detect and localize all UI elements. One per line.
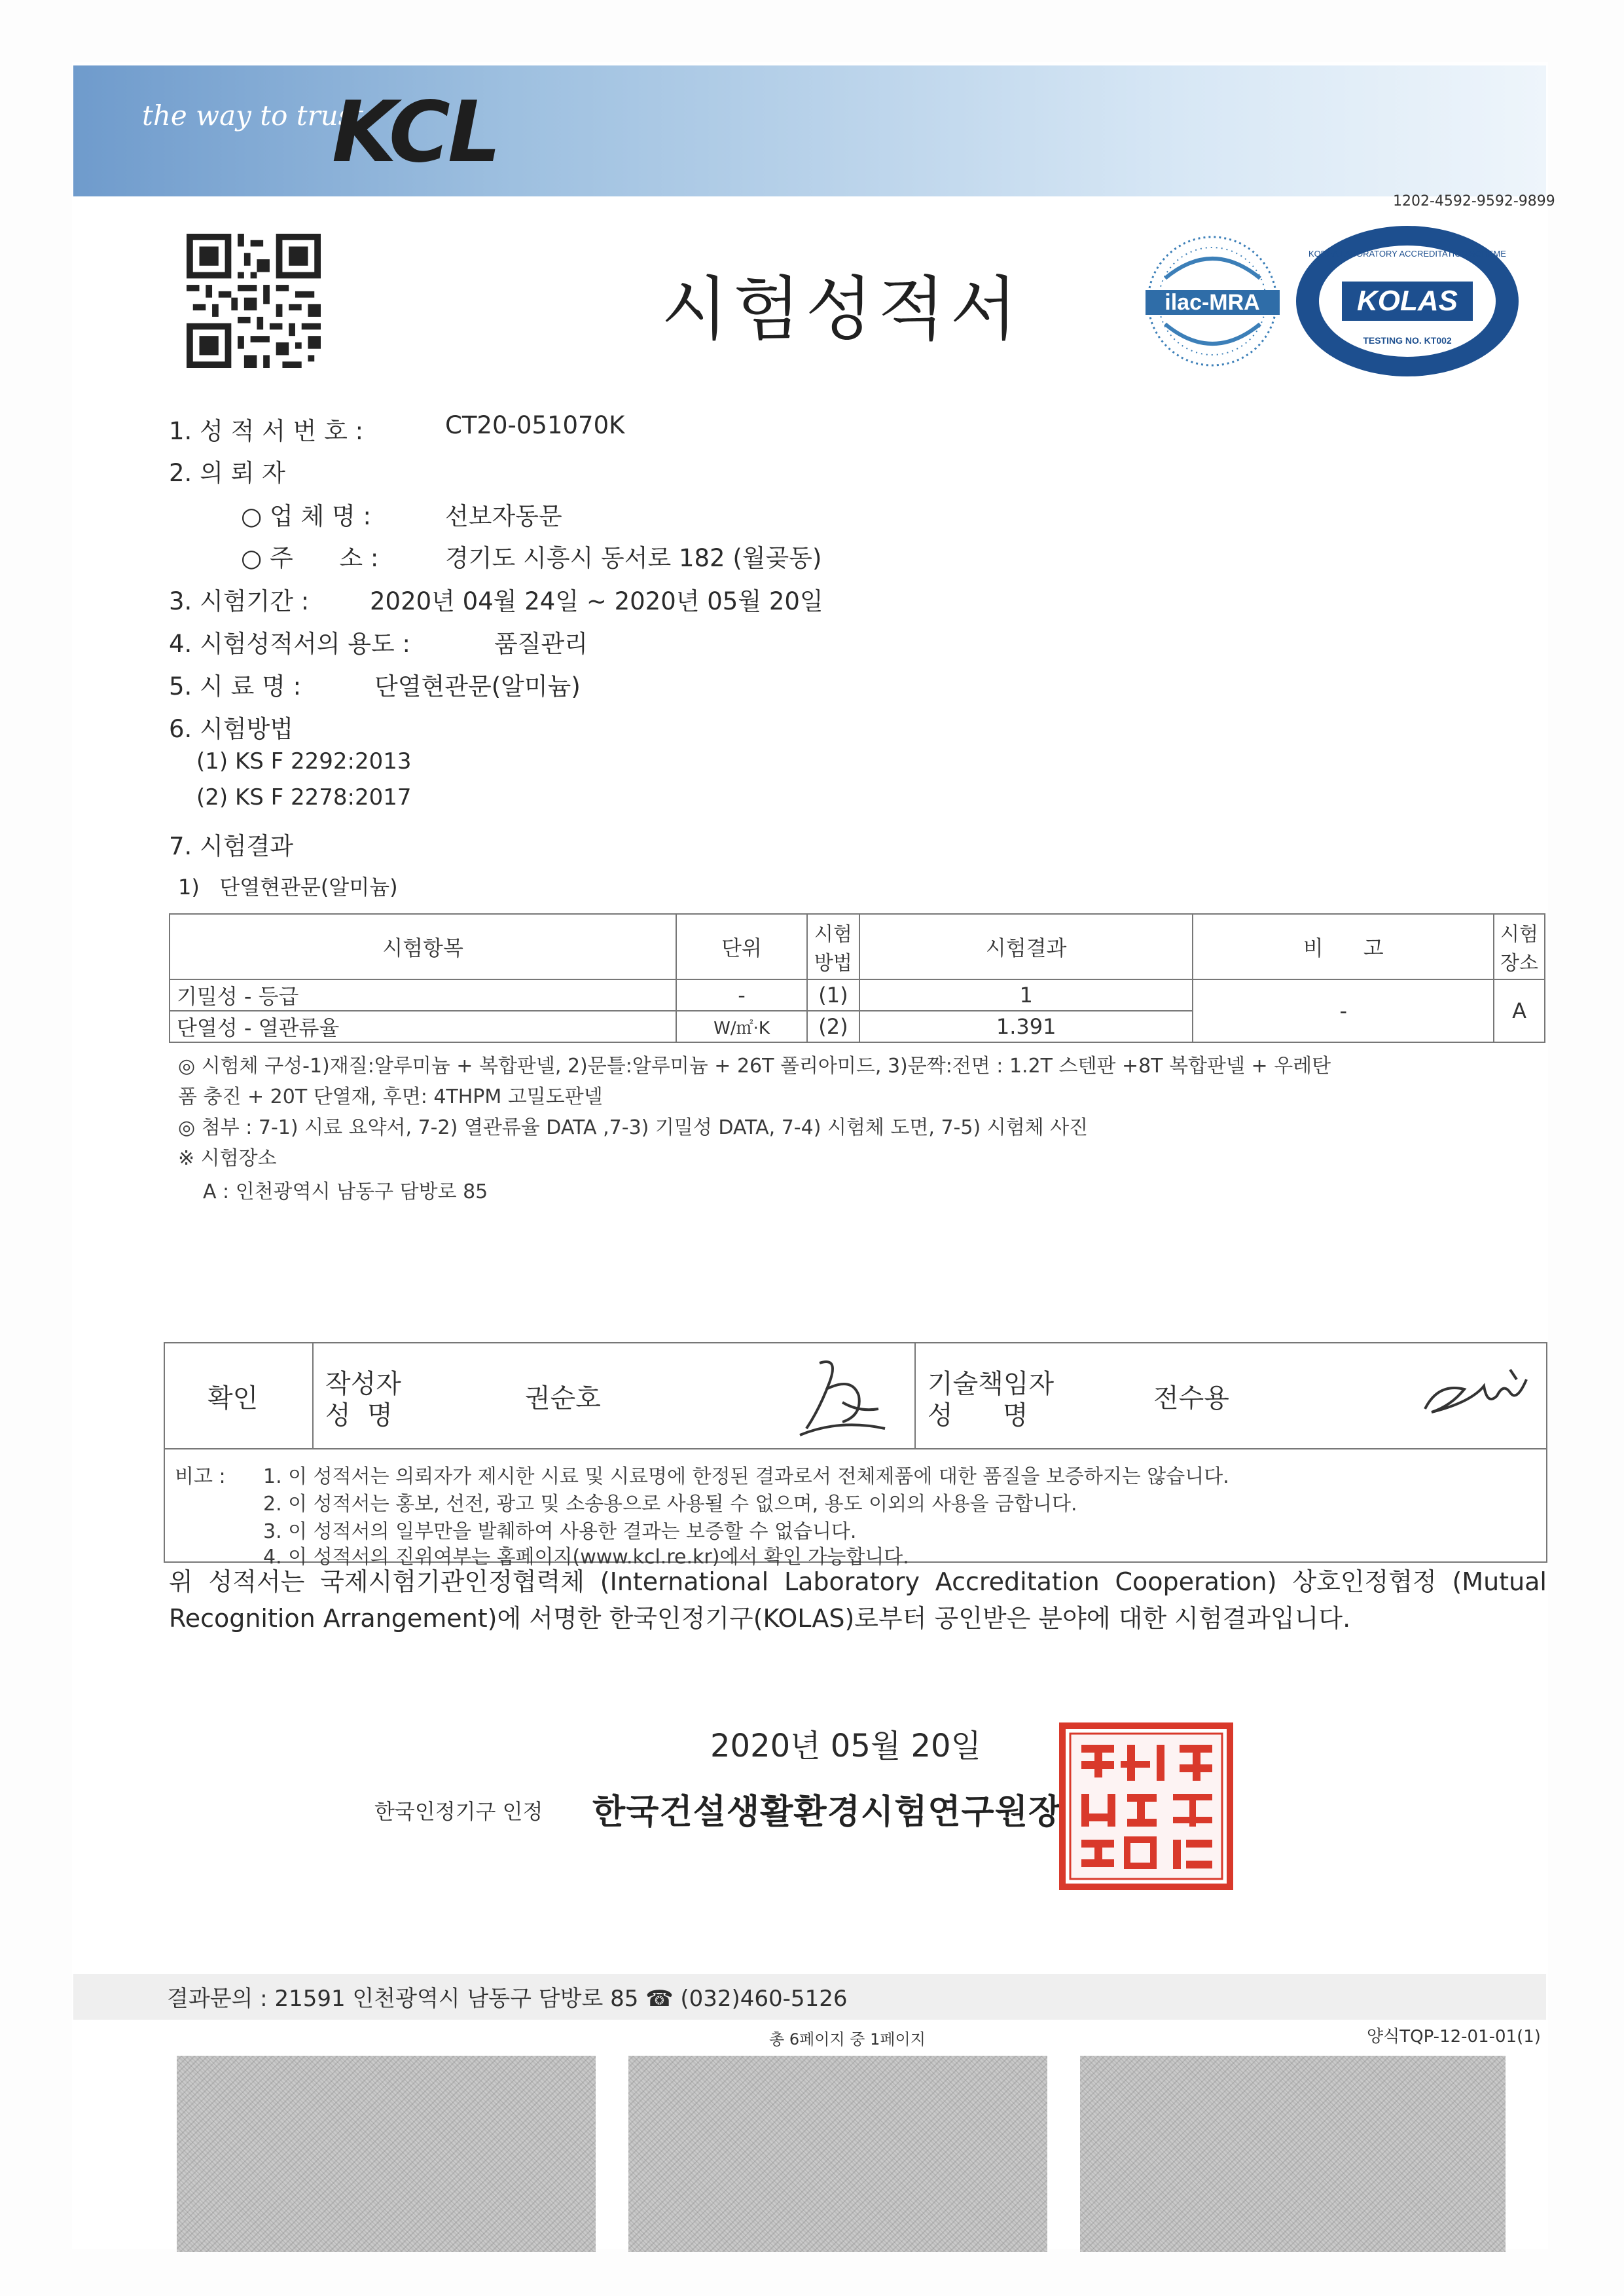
ilac-text: ilac-MRA	[1164, 290, 1260, 315]
security-pattern	[177, 2056, 596, 2252]
row-method: (1)	[807, 979, 859, 1011]
accreditor-label: 한국인정기구 인정	[374, 1799, 543, 1824]
results-table	[169, 913, 1545, 1043]
header-result: 시험결과	[859, 914, 1193, 979]
report-no-label: 1. 성 적 서 번 호 :	[169, 417, 364, 445]
table-row	[170, 979, 1545, 1011]
row-method: (2)	[807, 1011, 859, 1042]
purpose-label: 4. 시험성적서의 용도 :	[169, 630, 410, 658]
purpose: 품질관리	[494, 630, 588, 658]
qr-code-icon	[187, 234, 321, 368]
kolas-testing: TESTING NO. KT002	[1363, 335, 1452, 346]
kolas-arc-text: KOREA LABORATORY ACCREDITATION SCHEME	[1308, 249, 1506, 259]
writer-signature-icon	[780, 1350, 898, 1442]
document-sheet	[72, 62, 1548, 2249]
row-result: 1	[859, 979, 1193, 1011]
signature-row	[164, 1342, 1547, 1449]
note-attachments: ◎ 첨부 : 7-1) 시료 요약서, 7-2) 열관류율 DATA ,7-3) 기밀성 DATA, 7-4) 시험체 도면, 7-5) 시험체 사진	[178, 1116, 1089, 1139]
row-item: 기밀성 - 등급	[170, 979, 676, 1011]
writer-label: 작성자	[325, 1369, 401, 1399]
kcl-logo: KCL	[332, 84, 499, 181]
remarks-row	[164, 1447, 1547, 1569]
company-label: ○ 업 체 명 :	[241, 502, 372, 530]
sample-name: 단열현관문(알미늄)	[374, 672, 581, 701]
tech-name-label: 성 명	[928, 1400, 1028, 1430]
signature-block	[164, 1342, 1546, 1569]
note-test-place: ※ 시험장소	[178, 1147, 277, 1170]
row-note: -	[1193, 979, 1494, 1042]
method-2: (2) KS F 2278:2017	[196, 784, 412, 811]
header-note: 비 고	[1193, 914, 1494, 979]
kcl-banner	[73, 65, 1546, 196]
header-method: 시험 방법	[807, 914, 859, 979]
report-no: CT20-051070K	[445, 411, 625, 439]
accreditation-statement: 위 성적서는 국제시험기관인정협력체 (International Laboratory Accreditation Cooperation) 상호인정협정 (Mutual Recognition Arrangement)에 서명한 한국인정기구(KOLAS)로부터 공인받은 분야에 대한 시험결과입니다.	[169, 1567, 1547, 1633]
note-place-a: A : 인천광역시 남동구 담방로 85	[203, 1180, 488, 1203]
issuer-name: 한국건설생활환경시험연구원장	[592, 1793, 1062, 1832]
form-number: 양식TQP-12-01-01(1)	[1367, 2027, 1541, 2047]
remark-label: 비고 :	[175, 1465, 226, 1488]
page-count: 총 6페이지 중 1페이지	[769, 2030, 926, 2049]
period-label: 3. 시험기간 :	[169, 587, 310, 615]
ilac-mra-logo-icon	[1142, 232, 1283, 370]
note-specimen: ◎ 시험체 구성-1)재질:알루미늄 + 복합판넬, 2)문틀:알루미늄 + 26T 폴리아미드, 3)문짝:전면 : 1.2T 스텐판 +8T 복합판넬 + 우레탄	[178, 1055, 1331, 1078]
official-seal-icon	[1058, 1722, 1234, 1891]
header-place: 시험 장소	[1494, 914, 1545, 979]
page-title: 시험성적서	[661, 269, 1022, 350]
writer-name: 권순호	[525, 1383, 601, 1413]
results-label: 7. 시험결과	[169, 832, 294, 860]
document-number: 1202-4592-9592-9899	[1393, 193, 1555, 210]
address-label: ○ 주 소 :	[241, 544, 379, 572]
note-specimen-cont: 폼 충진 + 20T 단열재, 후면: 4THPM 고밀도판넬	[178, 1085, 603, 1108]
row-item: 단열성 - 열관류율	[170, 1011, 676, 1042]
method-1: (1) KS F 2292:2013	[196, 748, 412, 774]
company-name: 선보자동문	[445, 502, 562, 530]
row-place: A	[1494, 979, 1545, 1042]
remark-2: 2. 이 성적서는 홍보, 선전, 광고 및 소송용으로 사용될 수 없으며, 용도 이외의 사용을 금합니다.	[263, 1493, 1077, 1516]
row-unit: -	[676, 979, 807, 1011]
remark-3: 3. 이 성적서의 일부만을 발췌하여 사용한 결과는 보증할 수 없습니다.	[263, 1520, 857, 1543]
header-unit: 단위	[676, 914, 807, 979]
table-header-row	[170, 914, 1545, 979]
address: 경기도 시흥시 동서로 182 (월곶동)	[445, 544, 822, 572]
tech-name: 전수용	[1153, 1383, 1229, 1413]
contact-info: 결과문의 : 21591 인천광역시 남동구 담방로 85 ☎ (032)460-5126	[167, 1986, 848, 2012]
header-item: 시험항목	[170, 914, 676, 979]
issue-date: 2020년 05월 20일	[710, 1728, 981, 1764]
confirm-label: 확인	[208, 1383, 259, 1413]
row-result: 1.391	[859, 1011, 1193, 1042]
tech-signature-icon	[1412, 1357, 1543, 1429]
security-pattern	[1080, 2056, 1506, 2252]
security-pattern	[628, 2056, 1047, 2252]
kolas-text: KOLAS	[1357, 285, 1458, 317]
tech-label: 기술책임자	[928, 1369, 1055, 1399]
remark-4: 4. 이 성적서의 진위여부는 홈페이지(www.kcl.re.kr)에서 확인 가능합니다.	[263, 1546, 909, 1569]
tagline: the way to trust	[142, 100, 364, 132]
writer-name-label: 성 명	[325, 1400, 393, 1430]
method-label: 6. 시험방법	[169, 715, 294, 743]
sample-label: 5. 시 료 명 :	[169, 672, 302, 701]
client-label: 2. 의 뢰 자	[169, 459, 285, 487]
kolas-logo-icon	[1293, 223, 1522, 380]
results-subtitle: 1) 단열현관문(알미늄)	[178, 875, 398, 900]
row-unit: W/㎡·K	[676, 1011, 807, 1042]
remark-1: 1. 이 성적서는 의뢰자가 제시한 시료 및 시료명에 한정된 결과로서 전체제품에 대한 품질을 보증하지는 않습니다.	[263, 1465, 1229, 1488]
period: 2020년 04월 24일 ~ 2020년 05월 20일	[370, 587, 823, 615]
